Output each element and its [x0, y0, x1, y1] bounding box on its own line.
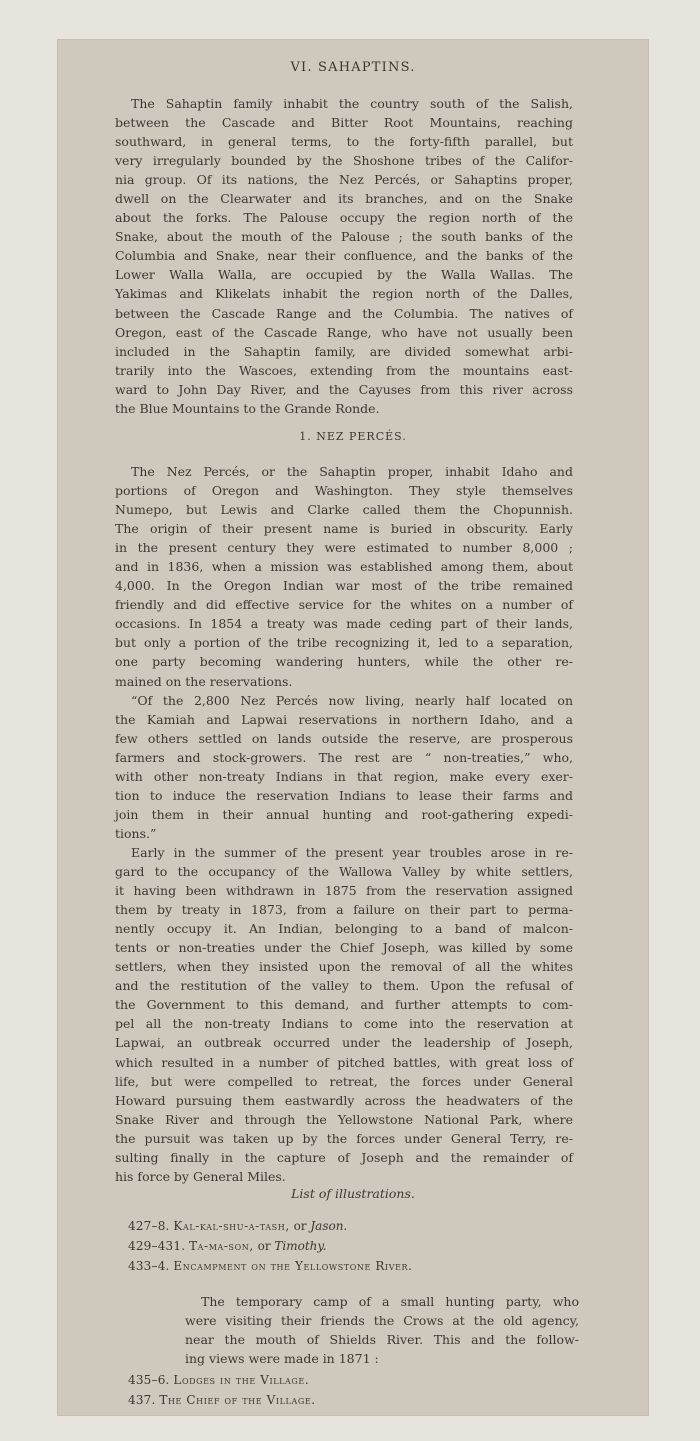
summer-line: and the restitution of the valley to them. Upon the refusal of	[115, 978, 573, 994]
note-line: were visiting their friends the Crows at the old agency,	[185, 1313, 579, 1328]
nez-perces-line: mained on the reservations.	[115, 673, 293, 689]
nez-perces-line: 4,000. In the Oregon Indian war most of the tribe remained	[115, 578, 573, 594]
intro-line: Snake, about the mouth of the Palouse ; the south banks of the	[115, 229, 573, 245]
intro-line: Yakimas and Klikelats inhabit the region north of the Dalles,	[115, 286, 573, 302]
nez-perces-line: friendly and did effective service for the whites on a number of	[115, 597, 573, 613]
summer-line: his force by General Miles.	[115, 1168, 286, 1184]
nez-perces-line: The Nez Percés, or the Sahaptin proper, inhabit Idaho and	[131, 464, 573, 479]
nez-perces-line: occasions. In 1854 a treaty was made ceding part of their lands,	[115, 616, 573, 632]
page-title: VI. SAHAPTINS.	[290, 60, 416, 75]
quote-line: “Of the 2,800 Nez Percés now living, nearly half located on	[131, 693, 573, 708]
section-heading: 1. NEZ PERCÉS.	[299, 430, 407, 443]
summer-line: sulting finally in the capture of Joseph and the remainder of	[115, 1149, 573, 1165]
summer-line: the pursuit was taken up by the forces under General Terry, re-	[115, 1130, 573, 1146]
illustration-item	[128, 1256, 588, 1276]
nez-perces-line: in the present century they were estimated to number 8,000 ;	[115, 540, 573, 556]
intro-line: included in the Sahaptin family, are divided somewhat arbi-	[115, 343, 573, 359]
intro-line: between the Cascade and Bitter Root Mountains, reaching	[115, 115, 573, 131]
illustration-item	[128, 1390, 316, 1410]
intro-line: Columbia and Snake, near their confluence, and the banks of the	[115, 248, 573, 264]
intro-line: nia group. Of its nations, the Nez Percés, or Sahaptins proper,	[115, 172, 573, 188]
intro-line: ward to John Day River, and the Cayuses from this river across	[115, 381, 573, 397]
note-line: near the mouth of Shields River. This and the follow-	[185, 1332, 579, 1347]
summer-line: pel all the non-treaty Indians to come into the reservation at	[115, 1016, 573, 1032]
intro-line: very irregularly bounded by the Shoshone tribes of the Califor-	[115, 153, 573, 169]
intro-line: about the forks. The Palouse occupy the region north of the	[115, 210, 573, 226]
quote-line: farmers and stock-growers. The rest are “ non-treaties,” who,	[115, 750, 573, 766]
intro-line: trarily into the Wascoes, extending from the mountains east-	[115, 362, 573, 378]
illustration-title: Ta-ma-son,	[189, 1239, 254, 1253]
encampment-note	[185, 1292, 579, 1368]
summer-line: gard to the occupancy of the Wallowa Valley by white settlers,	[115, 864, 573, 880]
illustration-or: or	[257, 1239, 271, 1253]
intro-paragraph	[115, 94, 573, 418]
illustration-number: 429–431.	[128, 1239, 186, 1253]
summer-line: settlers, when they insisted upon the removal of all the whites	[115, 959, 573, 975]
illustration-alias: Timothy.	[274, 1239, 327, 1253]
illustration-number: 427–8.	[128, 1219, 170, 1233]
summer-line: them by treaty in 1873, from a failure on their part to perma-	[115, 902, 573, 918]
illustration-number: 435–6.	[128, 1373, 170, 1387]
illustration-item	[128, 1216, 588, 1236]
summer-line: Howard pursuing them eastwardly across the headwaters of the	[115, 1092, 573, 1108]
illustration-number: 437.	[128, 1393, 156, 1407]
quote-paragraph	[115, 691, 573, 843]
summer-line: Snake River and through the Yellowstone National Park, where	[115, 1111, 573, 1127]
intro-line: The Sahaptin family inhabit the country south of the Salish,	[131, 96, 573, 111]
intro-line: Oregon, east of the Cascade Range, who have not usually been	[115, 324, 573, 340]
intro-line: dwell on the Clearwater and its branches, and on the Snake	[115, 191, 573, 207]
quote-line: with other non-treaty Indians in that region, make every exer-	[115, 769, 573, 785]
illustration-title: The Chief of the Village.	[159, 1393, 316, 1407]
illustrations-list	[128, 1216, 588, 1276]
intro-line: southward, in general terms, to the forty-fifth parallel, but	[115, 134, 573, 150]
intro-line: Lower Walla Walla, are occupied by the Walla Wallas. The	[115, 267, 573, 283]
nez-perces-line: but only a portion of the tribe recognizing it, led to a separation,	[115, 635, 573, 651]
nez-perces-line: Numepo, but Lewis and Clarke called them the Chopunnish.	[115, 502, 573, 518]
nez-perces-line: The origin of their present name is buried in obscurity. Early	[115, 521, 573, 537]
summer-line: nently occupy it. An Indian, belonging to a band of malcon-	[115, 921, 573, 937]
summer-line: Early in the summer of the present year troubles arose in re-	[131, 845, 573, 860]
quote-line: join them in their annual hunting and root-gathering expedi-	[115, 807, 573, 823]
nez-perces-paragraph	[115, 462, 573, 691]
quote-line: few others settled on lands outside the reserve, are prosperous	[115, 731, 573, 747]
summer-line: life, but were compelled to retreat, the forces under General	[115, 1073, 573, 1089]
list-of-illustrations-heading: List of illustrations.	[291, 1186, 415, 1201]
summer-line: Lapwai, an outbreak occurred under the leadership of Joseph,	[115, 1035, 573, 1051]
illustration-title: Encampment on the Yellowstone River.	[173, 1259, 413, 1273]
illustration-alias: Jason.	[310, 1219, 348, 1233]
summer-line: tents or non-treaties under the Chief Joseph, was killed by some	[115, 940, 573, 956]
illustration-item	[128, 1236, 588, 1256]
illustration-title: Lodges in the Village.	[173, 1373, 310, 1387]
summer-line: which resulted in a number of pitched battles, with great loss of	[115, 1054, 573, 1070]
summer-line: it having been withdrawn in 1875 from the reservation assigned	[115, 883, 573, 899]
nez-perces-line: portions of Oregon and Washington. They style themselves	[115, 483, 573, 499]
summer-paragraph	[115, 843, 573, 1186]
note-line: The temporary camp of a small hunting party, who	[201, 1294, 579, 1309]
illustration-or: or	[293, 1219, 307, 1233]
document-page	[58, 40, 648, 1415]
illustration-item	[128, 1370, 316, 1390]
illustration-title: Kal-kal-shu-a-tash,	[173, 1219, 290, 1233]
illustration-number: 433–4.	[128, 1259, 170, 1273]
quote-line: tions.”	[115, 826, 157, 842]
nez-perces-line: and in 1836, when a mission was established among them, about	[115, 559, 573, 575]
quote-line: the Kamiah and Lapwai reservations in northern Idaho, and a	[115, 712, 573, 728]
note-line: ing views were made in 1871 :	[185, 1351, 379, 1366]
nez-perces-line: one party becoming wandering hunters, while the other re-	[115, 654, 573, 670]
intro-line: between the Cascade Range and the Columbia. The natives of	[115, 305, 573, 321]
summer-line: the Government to this demand, and further attempts to com-	[115, 997, 573, 1013]
illustrations-list-continued	[128, 1370, 316, 1410]
intro-line: the Blue Mountains to the Grande Ronde.	[115, 400, 380, 416]
quote-line: tion to induce the reservation Indians to lease their farms and	[115, 788, 573, 804]
